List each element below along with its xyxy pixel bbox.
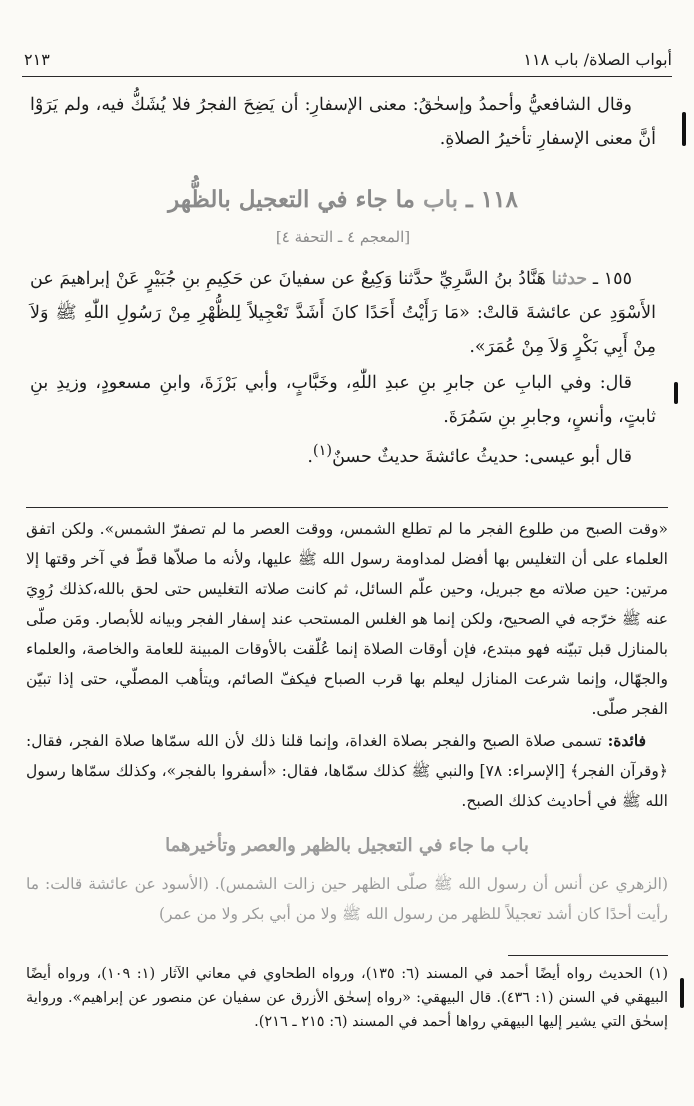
hadith-text (30, 262, 656, 364)
chapter-heading (30, 186, 656, 213)
intro-block (30, 88, 656, 156)
hadith-block (30, 262, 656, 474)
commentary-block (26, 514, 668, 816)
page-header (24, 44, 672, 74)
hadith-number: ١٥٥ ـ (592, 269, 632, 289)
benefit-text: تسمى صلاة الصبح والفجر بصلاة الغداة، وإنما قلنا ذلك لأن الله سمّاها صلاة الفجر، فقال: ﴿وقرآن الفجر﴾ [الإسراء: ٧٨] والنبي ﷺ كذلك سمّاها، فقال: «أسفروا بالفجر»، وكذلك سمّاها رسول الله ﷺ في أحاديث كذلك الصبح. (26, 732, 669, 810)
chapter-reference: [المعجم ٤ ـ التحفة ٤] (275, 228, 411, 246)
footnote-divider (508, 955, 668, 956)
footnote: (١) الحديث رواه أيضًا أحمد في المسند (٦: ١٣٥)، ورواه الطحاوي في معاني الآثار (١: ١٠٩)، ورواه أيضًا البيهقي في السنن (١: ٤٣٦). قال البيهقي: «رواه إسحٰق الأزرق عن سفيان عن منصور عن إبراهيم». ورواية إسحٰق التي يشير إليها البيهقي رواها أحمد في المسند (٦: ٢١٥ ـ ٢١٦). (26, 966, 668, 1030)
hadith-grading-line: قال أبو عيسى: حديثُ عائشةَ حديثٌ حسنٌ$^{(١)}$. (307, 442, 632, 467)
commentary-divider (26, 507, 668, 508)
hadith-grading: قال أبو عيسى: حديثُ عائشةَ حديثٌ حسنٌ (332, 446, 632, 467)
commentary-paragraph-1: «وقت الصبح من طلوع الفجر ما لم تطلع الشمس، ووقت العصر ما لم تصفرّ الشمس». ولكن اتفق العلماء على أن التغليس بها أفضل لمداومة رسول الله ﷺ عليها، ولأنه ما صلاّها قطّ في آخر وقتها إلا مرتين: حين صلاته مع جبريل، وحين علّم السائل، ثم كانت صلاته التغليس حتى لحق بالله،كذلك رُوِيَ عنه ﷺ خرّجه في الصحيح، ولكن إنما هو الغلس المستحب عند إسفار الفجر وبيانه للأبصار. ومَن صلّى بالمنازل قبل تبيّنه فهو مبتدع، فإن أوقات الصلاة إنما عُلّقت بالأوقات المبينة للعامة والخاصة، والعلماء والجهّال، وإنما شرعت المنازل ليعلم بها قرب الصباح فيكفّ الصائم، ويتأهب المصلّي، حتى إذا تبيّن الفجر صلّى. (26, 520, 668, 718)
footnote-ref: (١) (312, 442, 333, 459)
running-title: أبواب الصلاة/ باب ١١٨ (523, 49, 672, 69)
margin-mark (682, 112, 686, 146)
chapter-title: ما جاء في التعجيل بالظُّهر (168, 186, 415, 213)
chapter-number: ١١٨ ـ (466, 186, 518, 213)
page-number: ٢١٣ (24, 49, 50, 69)
commentary-benefit (26, 726, 668, 816)
margin-mark (674, 382, 678, 404)
hadith-chapter-note: قال: وفي البابِ عن جابرِ بنِ عبدِ اللّٰهِ، وخَبَّابٍ، وأبي بَرْزَةَ، وابنِ مسعودٍ، وزيدِ بنِ ثابتٍ، وأنسٍ، وجابرِ بنِ سَمُرَةَ. (30, 373, 656, 427)
benefit-label: فائدة: (607, 731, 646, 750)
hadith-body: هَنَّادُ بنُ السَّرِيِّ حدَّثنا وَكِيعٌ عن سفيانَ عن حَكِيمِ بنِ جُبَيْرٍ عَنْ إبراهيمَ عن الأَسْوَدِ عن عائشةَ قالتْ: «مَا رَأَيْتُ أَحَدًا كانَ أَشَدَّ تَعْجِيلاً لِلظُّهْرِ مِنْ رَسُولِ اللّٰهِ ﷺ وَلاَ مِنْ أَبِي بَكْرٍ وَلاَ مِنْ عُمَرَ». (30, 269, 656, 357)
intro-paragraph: وقال الشافعيُّ وأحمدُ وإسحٰقُ: معنى الإسفارِ: أن يَضِحَ الفجرُ فلا يُشَكُّ فيه، ولم يَرَوْا أنَّ معنى الإسفارِ تأخيرُ الصلاةِ. (30, 95, 656, 149)
subchapter-text: (الزهري عن أنس أن رسول الله ﷺ صلّى الظهر حين زالت الشمس). (الأسود عن عائشة قالت: ما رأيت أحدًا كان أشد تعجيلاً للظهر من رسول الله ﷺ ولا من أبي بكر ولا من عمر) (26, 875, 668, 923)
header-divider (22, 76, 672, 77)
margin-mark (680, 978, 684, 1008)
chapter-keyword: باب (422, 186, 459, 213)
hadith-keyword: حدثنا (551, 269, 588, 289)
subchapter-heading: باب ما جاء في التعجيل بالظهر والعصر وتأخيرهما (165, 835, 529, 856)
